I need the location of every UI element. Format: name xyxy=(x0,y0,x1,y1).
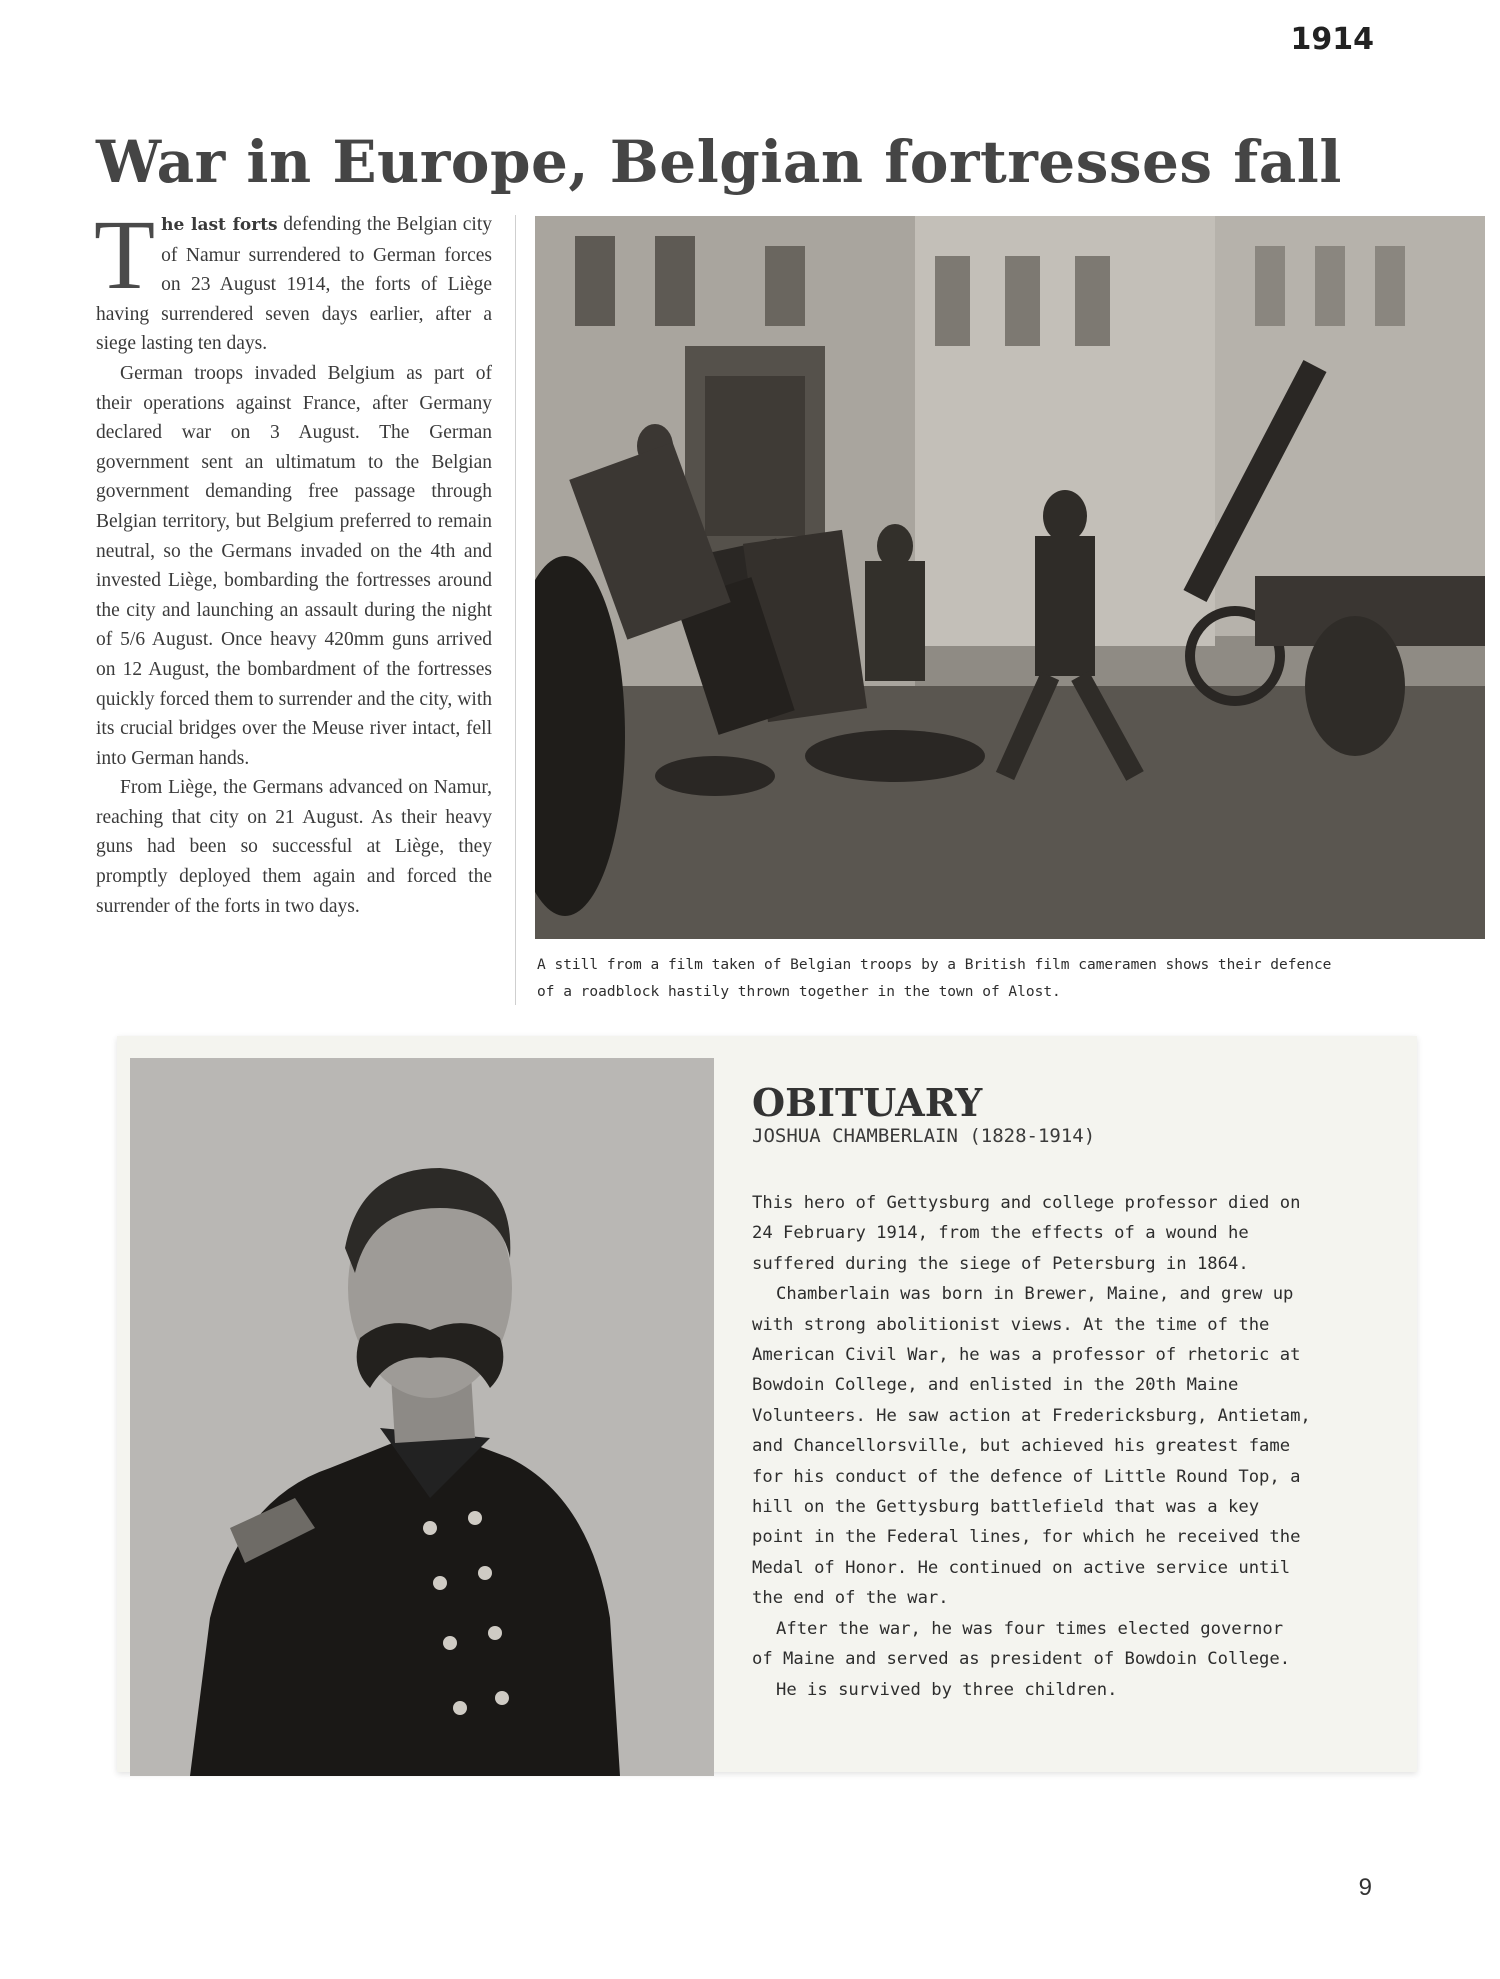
obituary-paragraph: After the war, he was four times elected governor of Maine and served as president of Bowdoin College. xyxy=(752,1618,1291,1670)
window xyxy=(1315,246,1345,326)
obituary-title: OBITUARY xyxy=(752,1080,983,1125)
chamberlain-portrait-illustration xyxy=(130,1058,714,1776)
article-paragraph: From Liège, the Germans advanced on Namur, reaching that city on 21 August. As their heavy guns had been so successful at Liège, they promptly deployed them again and forced the surrender of the forts in two days. xyxy=(96,777,492,917)
article-paragraph-text: defending the Belgian city of Namur surrendered to German forces on 23 August 1914, the forts of Liège having surrendered seven days earlier, after a siege lasting ten days. xyxy=(96,214,492,355)
obituary-name: JOSHUA CHAMBERLAIN (1828-1914) xyxy=(752,1125,1096,1147)
button xyxy=(453,1701,467,1715)
article-body xyxy=(94,199,492,921)
roadblock-photo-illustration xyxy=(535,216,1485,939)
button xyxy=(495,1691,509,1705)
roadblock-photo xyxy=(535,216,1485,939)
window xyxy=(1075,256,1110,346)
button xyxy=(488,1626,502,1640)
crouching-soldier xyxy=(1305,616,1405,756)
soldier xyxy=(1035,536,1095,676)
column-divider xyxy=(515,215,516,1005)
window xyxy=(655,236,695,326)
article-paragraph xyxy=(94,199,492,359)
obituary-body xyxy=(752,1188,1312,1705)
button xyxy=(433,1576,447,1590)
page-title: War in Europe, Belgian fortresses fall xyxy=(96,128,1342,196)
page-year: 1914 xyxy=(1290,22,1374,57)
article-paragraph: German troops invaded Belgium as part of their operations against France, after Germany declared war on 3 August. The German government sent an ultimatum to the Belgian government demanding free passage through Belgian territory, but Belgium preferred to remain neutral, so the Germans invaded on the 4th and invested Liège, bombarding the fortresses around the city and launching an assault during the night of 5/6 August. Once heavy 420mm guns arrived on 12 August, the bombardment of the fortresses quickly forced them to surrender and the city, with its crucial bridges over the Meuse river intact, fell into German hands. xyxy=(96,362,492,769)
chamberlain-portrait xyxy=(130,1058,714,1776)
button xyxy=(423,1521,437,1535)
window xyxy=(1375,246,1405,326)
obituary-paragraph: Chamberlain was born in Brewer, Maine, and grew up with strong abolitionist views. At the time of the American Civil War, he was a professor of rhetoric at Bowdoin College, and enlisted in the 20th Maine Volunteers. He saw action at Fredericksburg, Antietam, and Chancellorsville, but achieved his greatest fame for his conduct of the defence of Little Round Top, a hill on the Gettysburg battlefield that was a key point in the Federal lines, for which he received the Medal of Honor. He continued on active service until the end of the war. xyxy=(752,1284,1311,1609)
button xyxy=(468,1511,482,1525)
photo-caption: A still from a film taken of Belgian troops by a British film cameramen shows their defence of a roadblock hastily thrown together in the town of Alost. xyxy=(537,957,1332,1000)
window xyxy=(575,236,615,326)
shopfront-window xyxy=(705,376,805,536)
obituary-paragraph: This hero of Gettysburg and college professor died on 24 February 1914, from the effects of a wound he suffered during the siege of Petersburg in 1864. xyxy=(752,1193,1301,1274)
soldier xyxy=(1043,490,1087,542)
button xyxy=(443,1636,457,1650)
soldier xyxy=(865,561,925,681)
window xyxy=(935,256,970,346)
article-leadin: he last forts xyxy=(161,215,278,235)
drop-cap: T xyxy=(94,199,156,310)
page-number: 9 xyxy=(1358,1874,1372,1901)
fallen-soldier xyxy=(805,730,985,782)
button xyxy=(478,1566,492,1580)
window xyxy=(1255,246,1285,326)
fallen-soldier xyxy=(655,756,775,796)
obituary-paragraph: He is survived by three children. xyxy=(776,1679,1118,1700)
window xyxy=(765,246,805,326)
window xyxy=(1005,256,1040,346)
